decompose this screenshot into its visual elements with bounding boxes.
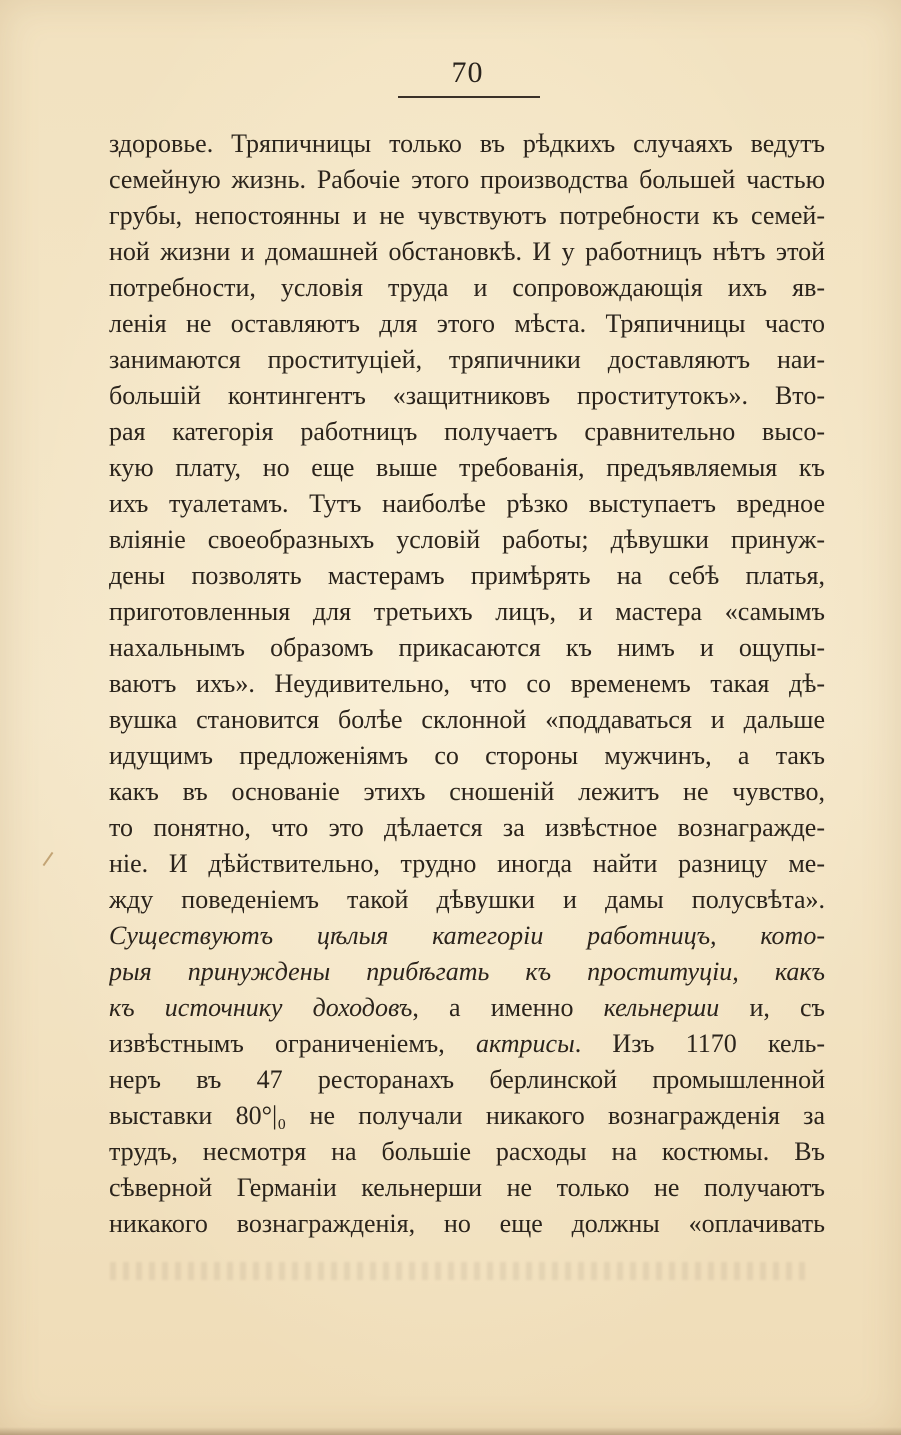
text-line: [109, 522, 825, 558]
text-line: [109, 702, 825, 738]
text-segment: неръ въ 47 ресторанахъ берлинской промышленной: [109, 1065, 825, 1094]
text-segment: . Изъ 1170 кель-: [574, 1029, 825, 1058]
text-line: [109, 882, 825, 918]
text-line: [109, 162, 825, 198]
text-segment: ной жизни и домашней обстановкѣ. И у работницъ нѣтъ этой: [109, 237, 825, 266]
text-line: [109, 234, 825, 270]
body-text: [109, 126, 825, 1242]
margin-pencil-mark: [43, 852, 54, 866]
text-line: [109, 486, 825, 522]
text-segment: идущимъ предложеніямъ со стороны мужчинъ, а такъ: [109, 741, 825, 770]
text-segment: потребности, условія труда и сопровождающія ихъ яв-: [109, 273, 825, 302]
text-segment: то понятно, что это дѣлается за извѣстное вознагражде-: [109, 813, 825, 842]
text-line: [109, 378, 825, 414]
text-line: [109, 1062, 825, 1098]
text-segment: какъ въ основаніе этихъ сношеній лежитъ не чувство,: [109, 777, 825, 806]
text-segment: кую плату, но еще выше требованія, предъявляемыя къ: [109, 453, 825, 482]
text-line: [109, 1206, 825, 1242]
text-segment: извѣстнымъ ограниченіемъ,: [109, 1029, 476, 1058]
text-segment: большій контингентъ «защитниковъ проститутокъ». Вто-: [109, 381, 825, 410]
text-segment: сѣверной Германіи кельнерши не только не получаютъ: [109, 1173, 825, 1202]
text-segment: занимаются проституціей, тряпичники доставляютъ наи-: [109, 345, 825, 374]
text-line: [109, 738, 825, 774]
text-line: [109, 342, 825, 378]
text-segment: ихъ туалетамъ. Тутъ наиболѣе рѣзко выступаетъ вредное: [109, 489, 825, 518]
text-line: [109, 666, 825, 702]
text-line: [109, 558, 825, 594]
italic-segment: Существуютъ цѣлыя категоріи работницъ, кото-: [109, 921, 825, 950]
text-line: [109, 450, 825, 486]
text-segment: рая категорія работницъ получаетъ сравнительно высо-: [109, 417, 825, 446]
text-line: [109, 954, 825, 990]
text-segment: , а именно: [412, 993, 604, 1022]
text-segment: трудъ, несмотря на большіе расходы на костюмы. Въ: [109, 1137, 825, 1166]
text-line: [109, 774, 825, 810]
italic-segment: актрисы: [475, 1029, 575, 1058]
text-segment: выставки 80°|₀ не получали никакого вознагражденія за: [109, 1101, 825, 1130]
text-segment: дены позволять мастерамъ примѣрять на себѣ платья,: [109, 561, 825, 590]
header-rule: [398, 96, 540, 98]
italic-segment: рыя принуждены прибѣгать къ проституціи, какъ: [109, 957, 825, 986]
text-segment: ленія не оставляютъ для этого мѣста. Тряпичницы часто: [109, 309, 825, 338]
page-number: 70: [451, 56, 484, 89]
text-line: [109, 594, 825, 630]
text-segment: вушка становится болѣе склонной «поддаваться и дальше: [109, 705, 825, 734]
text-segment: ніе. И дѣйствительно, трудно иногда найти разницу ме-: [109, 849, 825, 878]
text-line: [109, 810, 825, 846]
text-line: [109, 414, 825, 450]
text-line: [109, 270, 825, 306]
text-segment: вліяніе своеобразныхъ условій работы; дѣвушки принуж-: [109, 525, 825, 554]
text-segment: и, съ: [719, 993, 825, 1022]
text-segment: жду поведеніемъ такой дѣвушки и дамы полусвѣта».: [109, 885, 825, 914]
text-segment: приготовленныя для третьихъ лицъ, и мастера «самымъ: [109, 597, 825, 626]
text-line: [109, 1026, 825, 1062]
text-segment: нахальнымъ образомъ прикасаются къ нимъ и ощупы-: [109, 633, 825, 662]
text-line: [109, 918, 825, 954]
text-line: [109, 126, 825, 162]
text-segment: здоровье. Тряпичницы только въ рѣдкихъ случаяхъ ведутъ: [109, 129, 825, 158]
text-line: [109, 990, 825, 1026]
text-segment: ваютъ ихъ». Неудивительно, что со временемъ такая дѣ-: [109, 669, 825, 698]
bleed-through-text: [110, 1262, 810, 1280]
text-segment: никакого вознагражденія, но еще должны «оплачивать: [109, 1209, 825, 1238]
text-segment: грубы, непостоянны и не чувствуютъ потребности къ семей-: [109, 201, 825, 230]
text-line: [109, 1098, 825, 1134]
italic-segment: къ источнику доходовъ: [109, 993, 413, 1022]
text-segment: семейную жизнь. Рабочіе этого производства большей частью: [109, 165, 825, 194]
text-line: [109, 846, 825, 882]
page-bottom-edge: [0, 1427, 901, 1435]
text-line: [109, 1134, 825, 1170]
text-line: [109, 306, 825, 342]
text-line: [109, 1170, 825, 1206]
text-line: [109, 630, 825, 666]
italic-segment: кельнерши: [603, 993, 720, 1022]
text-line: [109, 198, 825, 234]
